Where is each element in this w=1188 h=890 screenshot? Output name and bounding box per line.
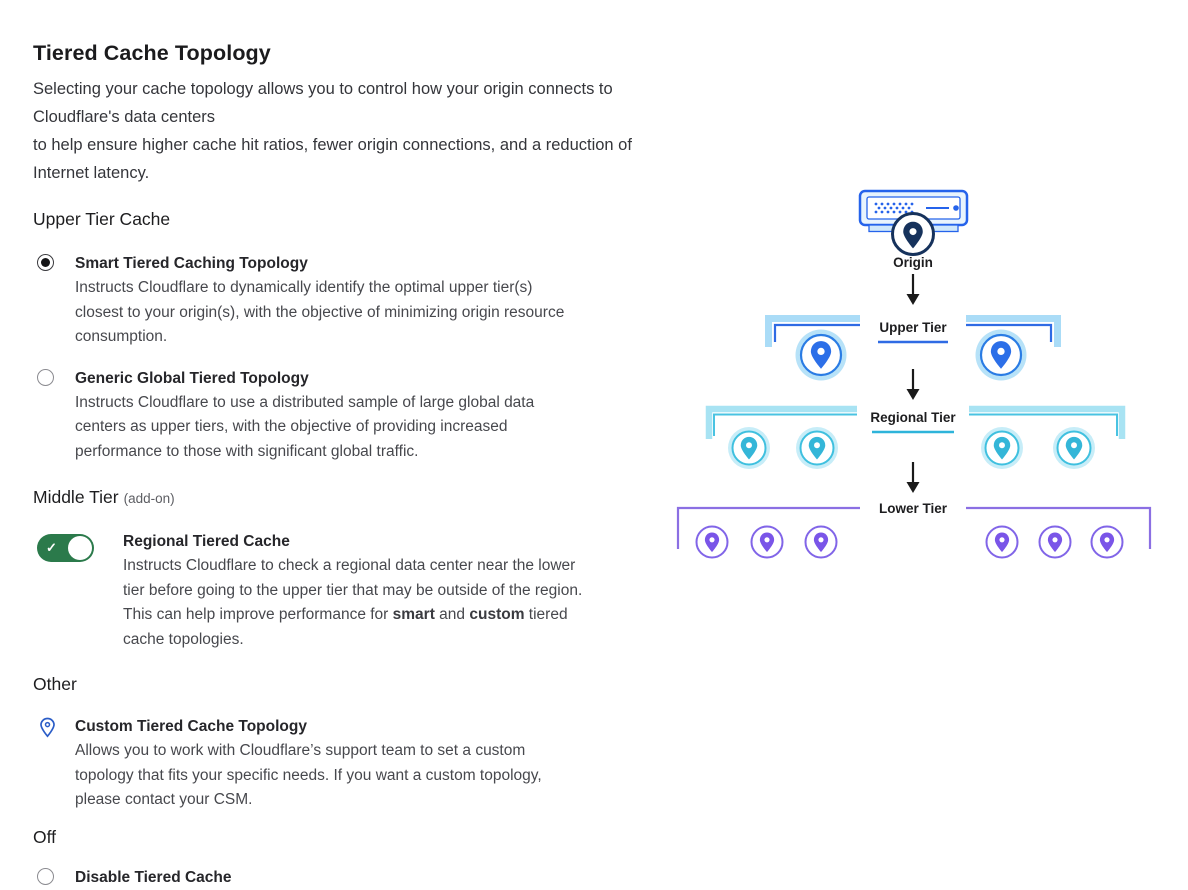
option-desc-line: tier before going to the upper tier that may be outside of the region. — [123, 581, 583, 599]
option-desc-line: consumption. — [75, 328, 168, 345]
section-heading-upper-tier-cache: Upper Tier Cache — [33, 209, 171, 229]
radio-column — [33, 251, 75, 272]
upper-tier-pins — [796, 330, 1027, 381]
option-body — [75, 865, 673, 890]
option-desc-line: please contact your CSM. — [75, 791, 253, 808]
radio-column — [33, 366, 75, 391]
desc-text: tiered — [524, 606, 568, 623]
desc-text: This can help improve performance for — [123, 606, 393, 623]
location-pin-icon — [39, 717, 56, 739]
option-label-regional-tiered: Regional Tiered Cache — [123, 533, 290, 550]
lower-tier-pins — [697, 527, 1123, 558]
middle-tier-heading-text: Middle Tier — [33, 487, 119, 507]
option-label-disable-tiered: Disable Tiered Cache — [75, 868, 232, 886]
settings-column — [33, 40, 673, 890]
lower-tier-label: Lower Tier — [878, 501, 948, 516]
option-desc-line: Instructs Cloudflare to check a regional data center near the lower — [123, 557, 576, 574]
section-heading-off: Off — [33, 826, 57, 847]
option-disable-tiered-cache — [33, 865, 673, 890]
option-label-custom-tiered: Custom Tiered Cache Topology — [75, 718, 307, 735]
page-title: Tiered Cache Topology — [33, 41, 271, 65]
option-desc-line: performance to those with significant global traffic. — [75, 442, 419, 460]
option-body — [75, 251, 673, 350]
radio-smart-tiered-caching[interactable] — [37, 254, 54, 271]
radio-dot — [41, 258, 50, 267]
option-body — [75, 714, 673, 813]
option-label-smart-tiered: Smart Tiered Caching Topology — [75, 255, 308, 272]
regional-tiered-cache-toggle[interactable] — [37, 534, 94, 562]
option-desc-line: topology that fits your specific needs. If you want a custom topology, — [75, 766, 542, 784]
option-regional-tiered-cache — [33, 529, 673, 652]
option-smart-tiered-caching — [33, 251, 673, 350]
toggle-column — [33, 529, 123, 562]
flow-arrow-icon — [907, 274, 920, 305]
page-description-line1: Selecting your cache topology allows you to control how your origin connects to Cloudflare's data centers — [33, 80, 613, 126]
option-desc-line — [123, 603, 673, 628]
option-desc-line: cache topologies. — [123, 630, 244, 648]
option-body — [75, 366, 673, 465]
option-desc-line: centers as upper tiers, with the objective of providing increased — [75, 418, 508, 435]
check-icon: ✓ — [46, 540, 57, 556]
option-desc-line: Instructs Cloudflare to dynamically identify the optimal upper tier(s) — [75, 279, 533, 296]
desc-text: and — [434, 606, 470, 623]
origin-server-icon — [860, 191, 967, 255]
option-custom-tiered-cache — [33, 714, 673, 813]
tiered-cache-topology-diagram — [660, 170, 1176, 600]
toggle-knob — [68, 536, 92, 560]
icon-column — [33, 714, 75, 739]
middle-tier-addon-badge: (add-on) — [123, 491, 175, 506]
regional-tier-label: Regional Tier — [870, 410, 956, 425]
regional-tier-pins — [728, 427, 1095, 469]
section-heading-other: Other — [33, 674, 77, 694]
option-desc-line: closest to your origin(s), with the objective of minimizing origin resource — [75, 303, 565, 321]
section-heading-middle-tier — [33, 486, 673, 510]
radio-disable-tiered-cache[interactable] — [37, 868, 54, 885]
option-label-generic-global: Generic Global Tiered Topology — [75, 369, 309, 387]
option-generic-global-tiered — [33, 366, 673, 465]
option-desc-line: Instructs Cloudflare to use a distributed sample of large global data — [75, 393, 535, 411]
flow-arrow-icon — [907, 462, 920, 493]
page-description — [33, 75, 673, 187]
radio-generic-global-tiered[interactable] — [37, 369, 54, 386]
flow-arrow-icon — [907, 369, 920, 400]
origin-label: Origin — [893, 255, 933, 270]
upper-tier-label: Upper Tier — [879, 320, 947, 335]
option-desc-line: Allows you to work with Cloudflare’s support team to set a custom — [75, 742, 526, 759]
desc-bold-smart: smart — [392, 606, 435, 623]
radio-column — [33, 865, 75, 890]
page-description-line2: to help ensure higher cache hit ratios, fewer origin connections, and a reduction of Internet latency. — [33, 136, 632, 182]
desc-bold-custom: custom — [469, 606, 525, 623]
option-body — [123, 529, 673, 652]
